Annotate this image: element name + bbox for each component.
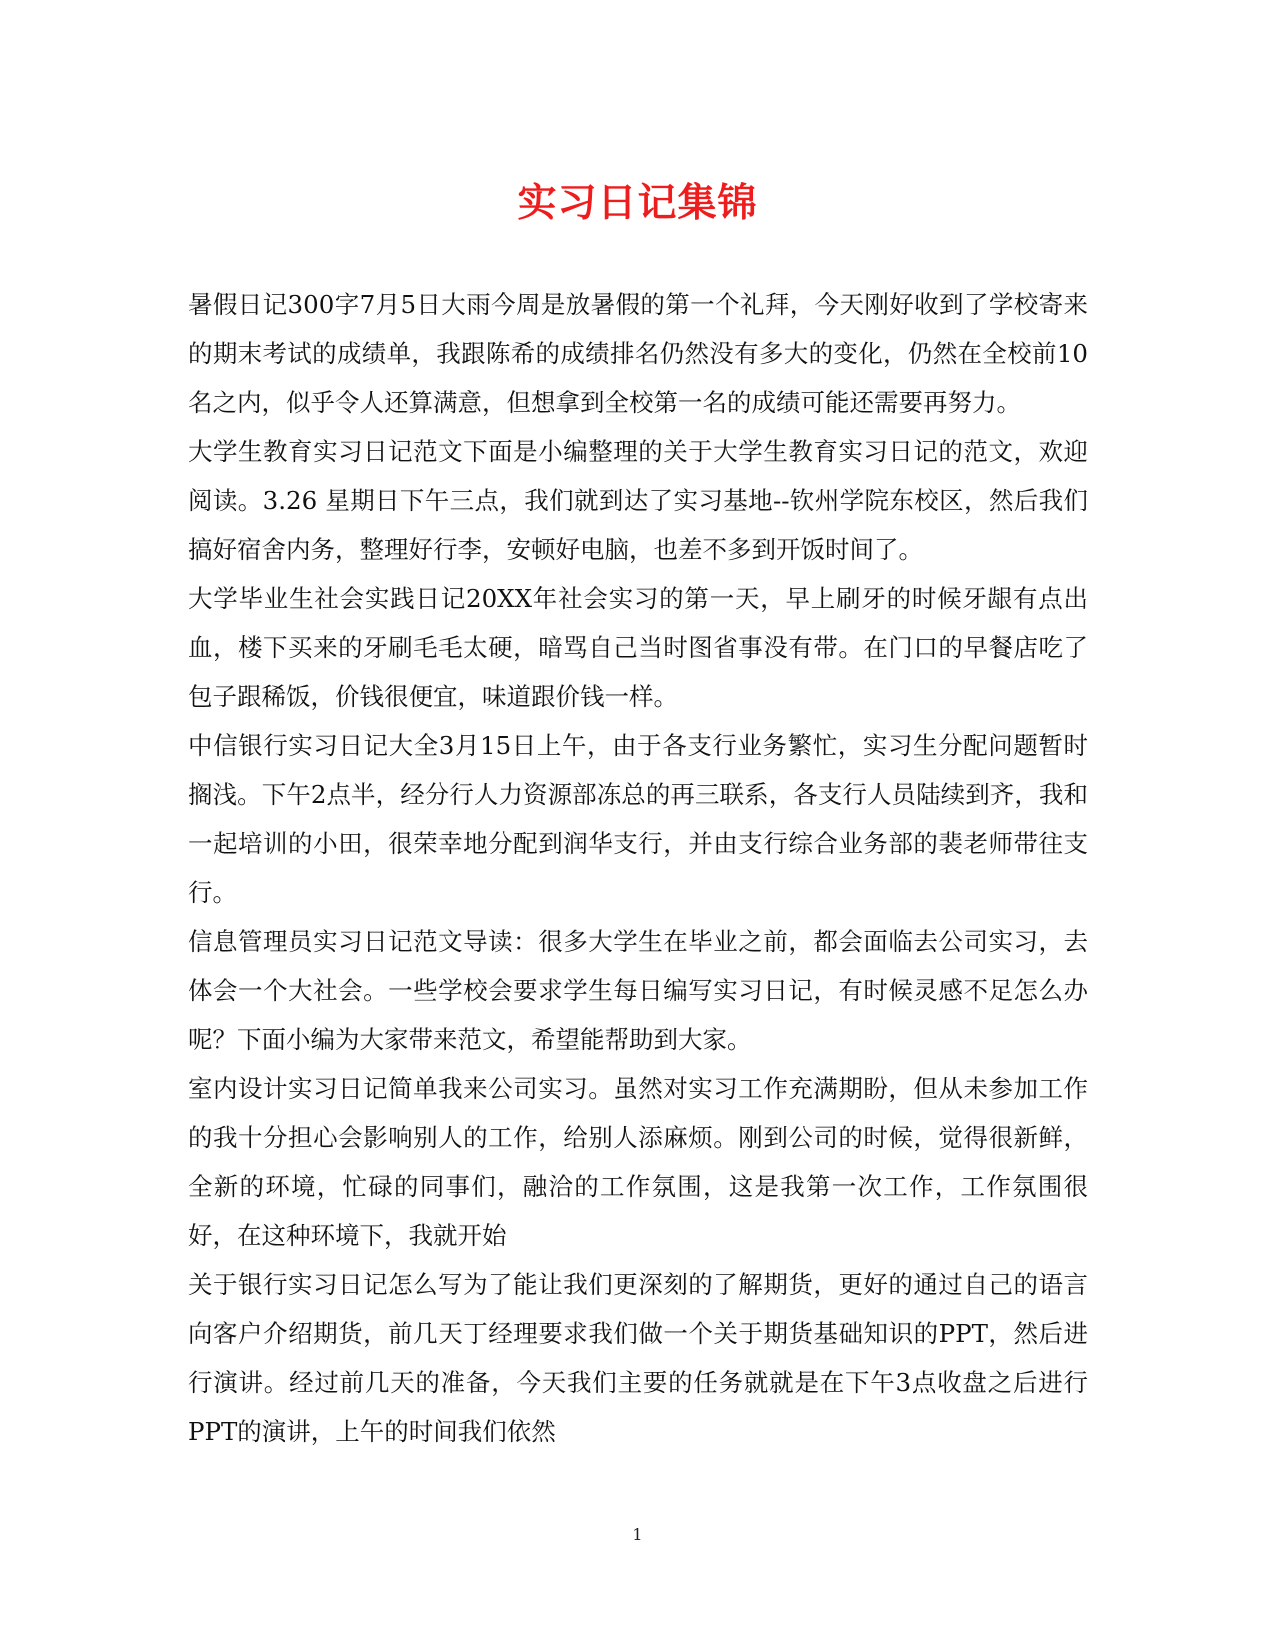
- paragraph-info-management: 信息管理员实习日记范文导读：很多大学生在毕业之前，都会面临去公司实习，去体会一个大社会。一些学校会要求学生每日编写实习日记，有时候灵感不足怎么办呢？下面小编为大家带来范文，希望能帮助到大家。: [188, 927, 1088, 1054]
- paragraph-social-practice: 大学毕业生社会实践日记20XX年社会实习的第一天，早上刷牙的时候牙龈有点出血，楼下买来的牙刷毛毛太硬，暗骂自己当时图省事没有带。在门口的早餐店吃了包子跟稀饭，价钱很便宜，味道跟价钱一样。: [188, 584, 1088, 711]
- paragraph-bank-internship: 关于银行实习日记怎么写为了能让我们更深刻的了解期货，更好的通过自己的语言向客户介绍期货，前几天丁经理要求我们做一个关于期货基础知识的PPT，然后进行演讲。经过前几天的准备，今天我们主要的任务就就是在下午3点收盘之后进行PPT的演讲，上午的时间我们依然: [188, 1270, 1088, 1446]
- paragraph-summer-diary: 暑假日记300字7月5日大雨今周是放暑假的第一个礼拜，今天刚好收到了学校寄来的期末考试的成绩单，我跟陈希的成绩排名仍然没有多大的变化，仍然在全校前10名之内，似乎令人还算满意，但想拿到全校第一名的成绩可能还需要再努力。: [188, 290, 1088, 417]
- paragraph-education-internship: 大学生教育实习日记范文下面是小编整理的关于大学生教育实习日记的范文，欢迎阅读。3.26 星期日下午三点，我们就到达了实习基地--钦州学院东校区，然后我们搞好宿舍内务，整理好行李，安顿好电脑，也差不多到开饭时间了。: [188, 437, 1088, 564]
- paragraph-interior-design: 室内设计实习日记简单我来公司实习。虽然对实习工作充满期盼，但从未参加工作的我十分担心会影响别人的工作，给别人添麻烦。刚到公司的时候，觉得很新鲜，全新的环境，忙碌的同事们，融洽的工作氛围，这是我第一次工作，工作氛围很好，在这种环境下，我就开始: [188, 1074, 1088, 1250]
- document-body: [188, 280, 1088, 1456]
- paragraph-citic-bank: 中信银行实习日记大全3月15日上午，由于各支行业务繁忙，实习生分配问题暂时搁浅。下午2点半，经分行人力资源部冻总的再三联系，各支行人员陆续到齐，我和一起培训的小田，很荣幸地分配到润华支行，并由支行综合业务部的裴老师带往支行。: [188, 731, 1088, 907]
- document-title: 实习日记集锦: [517, 180, 758, 226]
- page-number: 1: [632, 1525, 643, 1544]
